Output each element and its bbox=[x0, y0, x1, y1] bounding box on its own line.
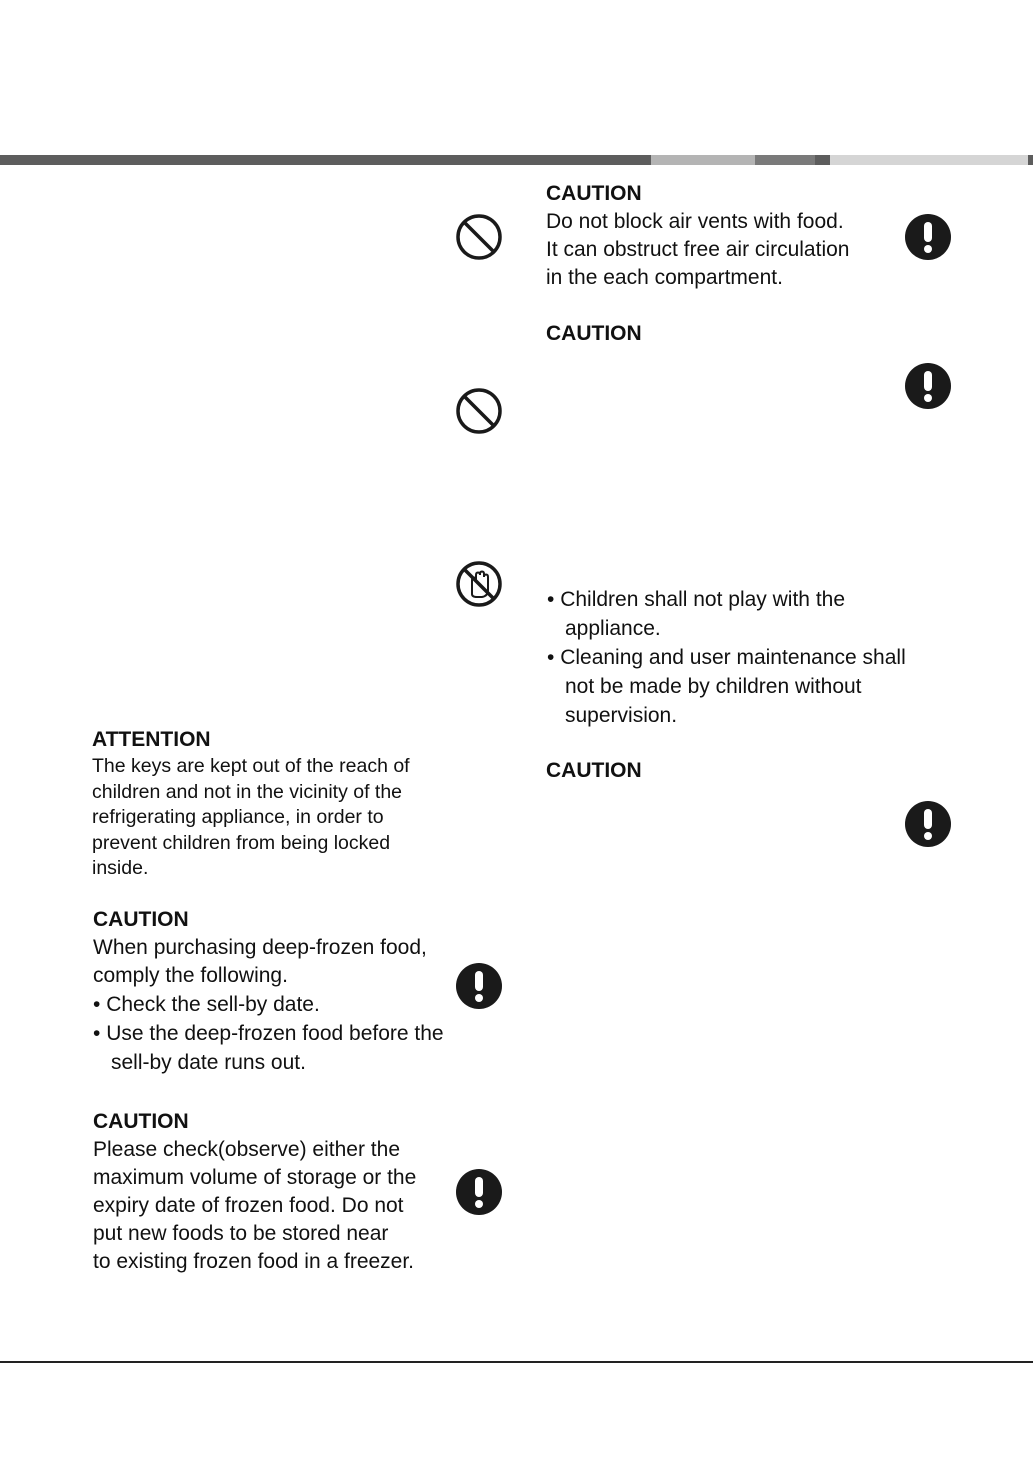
exclamation-icon bbox=[455, 1168, 503, 1216]
prohibition-icon bbox=[455, 213, 503, 261]
body-line: maximum volume of storage or the bbox=[93, 1166, 417, 1189]
body-line: It can obstruct free air circulation bbox=[546, 238, 850, 261]
exclamation-icon bbox=[904, 362, 952, 410]
body-line: refrigerating appliance, in order to bbox=[92, 806, 384, 828]
exclamation-icon bbox=[455, 962, 503, 1010]
body-line: put new foods to be stored near bbox=[93, 1222, 389, 1245]
attention-keys-section bbox=[92, 726, 462, 882]
bullet-item: • Children shall not play with the appliance. bbox=[547, 588, 846, 640]
bullet-item: • Use the deep-frozen food before the sell-by date runs out. bbox=[93, 1022, 444, 1074]
header-bar-segment bbox=[830, 155, 1028, 165]
section-heading: CAUTION bbox=[93, 908, 189, 931]
body-line: comply the following. bbox=[93, 964, 288, 987]
header-bar-segment bbox=[755, 155, 815, 165]
no-touch-icon bbox=[455, 560, 503, 608]
body-line: expiry date of frozen food. Do not bbox=[93, 1194, 404, 1217]
section-heading: CAUTION bbox=[93, 1110, 189, 1133]
body-line: Please check(observe) either the bbox=[93, 1138, 400, 1161]
exclamation-icon bbox=[904, 800, 952, 848]
children-notes-section bbox=[547, 585, 907, 730]
header-bar-segment bbox=[0, 155, 651, 165]
header-bar-segment bbox=[1028, 155, 1033, 165]
bullet-text: Check the sell-by date. bbox=[106, 993, 320, 1016]
caution-air-vents-section bbox=[546, 180, 896, 292]
header-bar bbox=[0, 155, 1033, 165]
footer-divider bbox=[0, 1361, 1033, 1363]
caution-section-2 bbox=[546, 320, 896, 348]
exclamation-icon bbox=[904, 213, 952, 261]
body-line: children and not in the vicinity of the bbox=[92, 780, 403, 803]
section-heading: ATTENTION bbox=[92, 728, 211, 751]
body-line: prevent children from being locked bbox=[92, 831, 391, 854]
body-line: to existing frozen food in a freezer. bbox=[93, 1250, 415, 1273]
caution-storage-section bbox=[93, 1108, 463, 1276]
prohibition-icon bbox=[455, 387, 503, 435]
header-bar-segment bbox=[815, 155, 830, 165]
caution-section-3 bbox=[546, 757, 896, 785]
body-line: The keys are kept out of the reach of bbox=[92, 755, 410, 777]
bullet-item: • Check the sell-by date. bbox=[93, 993, 320, 1016]
section-heading: CAUTION bbox=[546, 182, 642, 205]
section-heading: CAUTION bbox=[546, 322, 642, 345]
body-line: in the each compartment. bbox=[546, 266, 783, 289]
body-line: Do not block air vents with food. bbox=[546, 210, 844, 233]
bullet-text: Cleaning and user maintenance shall not be made by children without supervision. bbox=[560, 646, 906, 727]
bullet-text: Children shall not play with the appliance. bbox=[560, 588, 846, 640]
caution-deep-frozen-section bbox=[93, 906, 463, 1077]
header-bar-segment bbox=[651, 155, 755, 165]
bullet-text: Use the deep-frozen food before the sell-by date runs out. bbox=[106, 1022, 444, 1074]
bullet-item: • Cleaning and user maintenance shall not be made by children without supervision. bbox=[547, 646, 906, 727]
body-line: When purchasing deep-frozen food, bbox=[93, 936, 427, 959]
body-line: inside. bbox=[92, 857, 149, 879]
section-heading: CAUTION bbox=[546, 759, 642, 782]
